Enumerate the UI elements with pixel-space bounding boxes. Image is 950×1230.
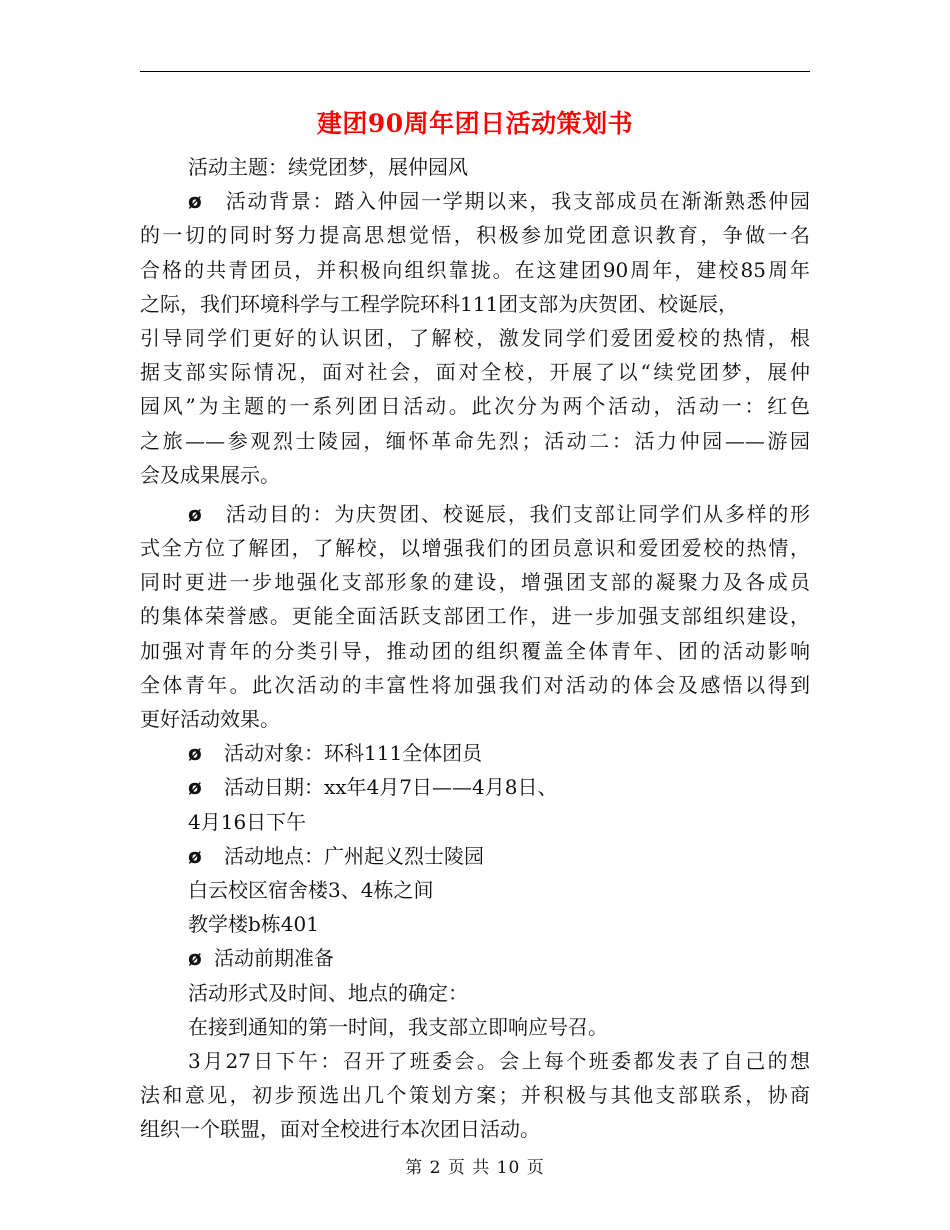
background-line-8: 之旅——参观烈士陵园，缅怀革命先烈；活动二：活力仲园——游园: [140, 428, 810, 453]
preparation-line: ø 活动前期准备: [140, 941, 810, 975]
bullet-icon: ø: [188, 189, 202, 214]
target-line: ø 活动对象：环科111全体团员: [140, 736, 810, 770]
location-line-3: 教学楼b栋401: [188, 912, 319, 937]
march27-line-3: 组织一个联盟，面对全校进行本次团日活动。: [140, 1117, 540, 1142]
purpose-line-2: 式全方位了解团，了解校，以增强我们的团员意识和爱团爱校的热情，: [140, 536, 810, 561]
purpose-line-5: 加强对青年的分类引导，推动团的组织覆盖全体青年、团的活动影响: [140, 638, 810, 663]
march27-line-1: 3月27日下午：召开了班委会。会上每个班委都发表了自己的想: [188, 1048, 810, 1073]
background-line-1: ø 活动背景：踏入仲园一学期以来，我支部成员在渐渐熟悉仲园: [140, 184, 810, 218]
first-response-line: 在接到通知的第一时间，我支部立即响应号召。: [188, 1014, 608, 1039]
form-time-place-line: 活动形式及时间、地点的确定：: [188, 980, 468, 1005]
purpose-line-3: 同时更进一步地强化支部形象的建设，增强团支部的凝聚力及各成员: [140, 570, 810, 595]
purpose-line-7: 更好活动效果。: [140, 707, 280, 731]
document-body: [140, 150, 810, 1146]
background-line-9: 会及成果展示。: [140, 462, 280, 487]
bullet-icon: ø: [188, 843, 202, 868]
bullet-icon: ø: [188, 775, 202, 800]
bullet-icon: ø: [188, 946, 202, 971]
purpose-line-6: 全体青年。此次活动的丰富性将加强我们对活动的体会及感悟以得到: [140, 672, 810, 697]
background-line-3: 合格的共青团员，并积极向组织靠拢。在这建团90周年，建校85周年: [140, 257, 810, 282]
purpose-line-4: 的集体荣誉感。更能全面活跃支部团工作，进一步加强支部组织建设，: [140, 604, 810, 629]
theme-line: 活动主题：续党团梦，展仲园风: [188, 155, 468, 179]
location-line-1: ø 活动地点：广州起义烈士陵园: [140, 839, 810, 873]
background-line-2: 的一切的同时努力提高思想觉悟，积极参加党团意识教育，争做一名: [140, 223, 810, 248]
document-title: 建团90周年团日活动策划书: [316, 109, 634, 138]
bullet-icon: ø: [188, 501, 202, 526]
date-line-2: 4月16日下午: [188, 809, 307, 834]
background-line-4: 之际，我们环境科学与工程学院环科111团支部为庆贺团、校诞辰，: [140, 291, 739, 316]
header-rule: [140, 71, 810, 72]
bullet-icon: ø: [188, 741, 202, 766]
location-line-2: 白云校区宿舍楼3、4栋之间: [188, 877, 434, 902]
date-line-1: ø 活动日期：xx年4月7日——4月8日、: [140, 770, 810, 804]
background-line-7: 园风”为主题的一系列团日活动。此次分为两个活动，活动一：红色: [140, 394, 810, 419]
page-footer: 第 2 页 共 10 页: [405, 1158, 545, 1178]
background-line-5: 引导同学们更好的认识团，了解校，激发同学们爱团爱校的热情，根: [140, 325, 810, 350]
march27-line-2: 法和意见，初步预选出几个策划方案；并积极与其他支部联系，协商: [140, 1083, 810, 1108]
background-line-6: 据支部实际情况，面对社会，面对全校，开展了以“续党团梦，展仲: [140, 360, 810, 385]
purpose-line-1: ø 活动目的：为庆贺团、校诞辰，我们支部让同学们从多样的形: [140, 497, 810, 531]
